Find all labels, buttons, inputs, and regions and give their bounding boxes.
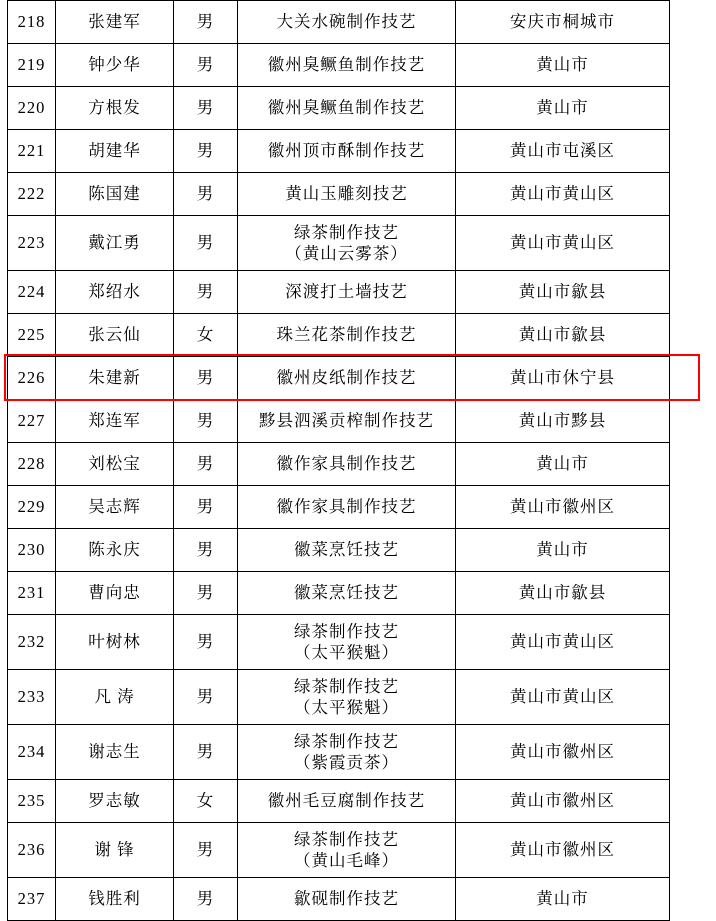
cell-gender: 男	[174, 878, 238, 921]
cell-serial-number: 237	[8, 878, 56, 921]
cell-person-name: 刘松宝	[56, 443, 174, 486]
roster-table-body	[8, 1, 670, 921]
cell-serial-number: 235	[8, 780, 56, 823]
cell-project-name	[238, 823, 456, 878]
table-row	[8, 780, 670, 823]
cell-declaring-region: 黄山市歙县	[456, 314, 670, 357]
cell-project-name: 黟县泗溪贡榨制作技艺	[238, 400, 456, 443]
table-row	[8, 314, 670, 357]
table-row	[8, 44, 670, 87]
cell-person-name: 叶树林	[56, 615, 174, 670]
cell-serial-number: 227	[8, 400, 56, 443]
cell-declaring-region: 黄山市徽州区	[456, 823, 670, 878]
cell-declaring-region: 黄山市	[456, 878, 670, 921]
cell-project-name: 珠兰花茶制作技艺	[238, 314, 456, 357]
cell-declaring-region: 黄山市黄山区	[456, 670, 670, 725]
cell-gender: 男	[174, 670, 238, 725]
table-row	[8, 823, 670, 878]
cell-serial-number: 228	[8, 443, 56, 486]
table-row	[8, 357, 670, 400]
cell-declaring-region: 黄山市黟县	[456, 400, 670, 443]
cell-person-name: 张建军	[56, 1, 174, 44]
cell-serial-number: 229	[8, 486, 56, 529]
cell-person-name: 陈永庆	[56, 529, 174, 572]
cell-project-name	[238, 216, 456, 271]
project-name-line2: （黄山毛峰）	[294, 851, 399, 870]
cell-serial-number: 223	[8, 216, 56, 271]
cell-declaring-region: 黄山市黄山区	[456, 615, 670, 670]
table-row	[8, 572, 670, 615]
cell-gender: 男	[174, 572, 238, 615]
cell-person-name: 郑绍水	[56, 271, 174, 314]
cell-project-name: 徽菜烹饪技艺	[238, 529, 456, 572]
cell-person-name: 戴江勇	[56, 216, 174, 271]
cell-declaring-region: 黄山市	[456, 529, 670, 572]
cell-gender: 男	[174, 725, 238, 780]
cell-declaring-region: 黄山市徽州区	[456, 725, 670, 780]
project-name-line2: （太平猴魁）	[294, 698, 399, 717]
cell-gender: 男	[174, 357, 238, 400]
cell-serial-number: 234	[8, 725, 56, 780]
cell-project-name: 深渡打土墙技艺	[238, 271, 456, 314]
cell-serial-number: 218	[8, 1, 56, 44]
cell-project-name: 徽州顶市酥制作技艺	[238, 130, 456, 173]
cell-declaring-region: 黄山市屯溪区	[456, 130, 670, 173]
project-name-line1: 绿茶制作技艺	[294, 222, 399, 242]
cell-project-name: 徽州皮纸制作技艺	[238, 357, 456, 400]
cell-gender: 男	[174, 216, 238, 271]
table-row	[8, 173, 670, 216]
cell-serial-number: 220	[8, 87, 56, 130]
project-name-line1: 绿茶制作技艺	[294, 829, 399, 849]
cell-person-name: 谢志生	[56, 725, 174, 780]
cell-person-name: 郑连军	[56, 400, 174, 443]
cell-person-name: 曹向忠	[56, 572, 174, 615]
cell-gender: 男	[174, 271, 238, 314]
cell-serial-number: 219	[8, 44, 56, 87]
table-row	[8, 130, 670, 173]
cell-person-name: 方根发	[56, 87, 174, 130]
cell-serial-number: 226	[8, 357, 56, 400]
cell-gender: 男	[174, 486, 238, 529]
cell-gender: 男	[174, 823, 238, 878]
cell-project-name	[238, 725, 456, 780]
table-row	[8, 87, 670, 130]
cell-person-name: 朱建新	[56, 357, 174, 400]
cell-person-name: 吴志辉	[56, 486, 174, 529]
cell-declaring-region: 黄山市徽州区	[456, 780, 670, 823]
project-name-line2: （黄山云雾茶）	[285, 244, 408, 263]
cell-serial-number: 232	[8, 615, 56, 670]
table-row	[8, 443, 670, 486]
page-edge-line	[6, 0, 7, 879]
project-name-line1: 绿茶制作技艺	[294, 731, 399, 751]
cell-declaring-region: 黄山市歙县	[456, 572, 670, 615]
table-row	[8, 725, 670, 780]
cell-gender: 女	[174, 780, 238, 823]
cell-serial-number: 236	[8, 823, 56, 878]
cell-gender: 男	[174, 400, 238, 443]
cell-project-name	[238, 615, 456, 670]
cell-gender: 男	[174, 173, 238, 216]
cell-serial-number: 233	[8, 670, 56, 725]
cell-person-name: 钟少华	[56, 44, 174, 87]
cell-declaring-region: 安庆市桐城市	[456, 1, 670, 44]
cell-gender: 男	[174, 1, 238, 44]
table-row	[8, 216, 670, 271]
cell-gender: 男	[174, 443, 238, 486]
cell-serial-number: 222	[8, 173, 56, 216]
table-row	[8, 615, 670, 670]
cell-serial-number: 230	[8, 529, 56, 572]
cell-project-name: 徽州毛豆腐制作技艺	[238, 780, 456, 823]
cell-declaring-region: 黄山市徽州区	[456, 486, 670, 529]
cell-person-name: 罗志敏	[56, 780, 174, 823]
cell-gender: 男	[174, 529, 238, 572]
project-name-line2: （紫霞贡茶）	[294, 753, 399, 772]
cell-project-name: 徽作家具制作技艺	[238, 443, 456, 486]
cell-gender: 男	[174, 44, 238, 87]
cell-project-name: 徽菜烹饪技艺	[238, 572, 456, 615]
cell-project-name: 徽州臭鳜鱼制作技艺	[238, 87, 456, 130]
cell-project-name: 徽作家具制作技艺	[238, 486, 456, 529]
cell-person-name: 凡 涛	[56, 670, 174, 725]
cell-project-name: 大关水碗制作技艺	[238, 1, 456, 44]
cell-person-name: 胡建华	[56, 130, 174, 173]
cell-person-name: 陈国建	[56, 173, 174, 216]
cell-serial-number: 224	[8, 271, 56, 314]
project-name-line1: 绿茶制作技艺	[294, 621, 399, 641]
cell-declaring-region: 黄山市黄山区	[456, 173, 670, 216]
cell-gender: 女	[174, 314, 238, 357]
cell-serial-number: 225	[8, 314, 56, 357]
roster-table	[7, 0, 670, 921]
project-name-line2: （太平猴魁）	[294, 643, 399, 662]
cell-project-name: 黄山玉雕刻技艺	[238, 173, 456, 216]
cell-declaring-region: 黄山市	[456, 443, 670, 486]
cell-serial-number: 231	[8, 572, 56, 615]
cell-declaring-region: 黄山市	[456, 87, 670, 130]
project-name-line1: 绿茶制作技艺	[294, 676, 399, 696]
cell-declaring-region: 黄山市黄山区	[456, 216, 670, 271]
cell-project-name: 徽州臭鳜鱼制作技艺	[238, 44, 456, 87]
cell-gender: 男	[174, 615, 238, 670]
cell-declaring-region: 黄山市	[456, 44, 670, 87]
table-row	[8, 1, 670, 44]
cell-person-name: 谢 锋	[56, 823, 174, 878]
table-row	[8, 529, 670, 572]
cell-project-name: 歙砚制作技艺	[238, 878, 456, 921]
cell-person-name: 张云仙	[56, 314, 174, 357]
cell-serial-number: 221	[8, 130, 56, 173]
table-row	[8, 670, 670, 725]
cell-gender: 男	[174, 87, 238, 130]
cell-gender: 男	[174, 130, 238, 173]
cell-person-name: 钱胜利	[56, 878, 174, 921]
cell-project-name	[238, 670, 456, 725]
cell-declaring-region: 黄山市歙县	[456, 271, 670, 314]
table-row	[8, 486, 670, 529]
table-row	[8, 878, 670, 921]
cell-declaring-region: 黄山市休宁县	[456, 357, 670, 400]
table-row	[8, 400, 670, 443]
table-row	[8, 271, 670, 314]
